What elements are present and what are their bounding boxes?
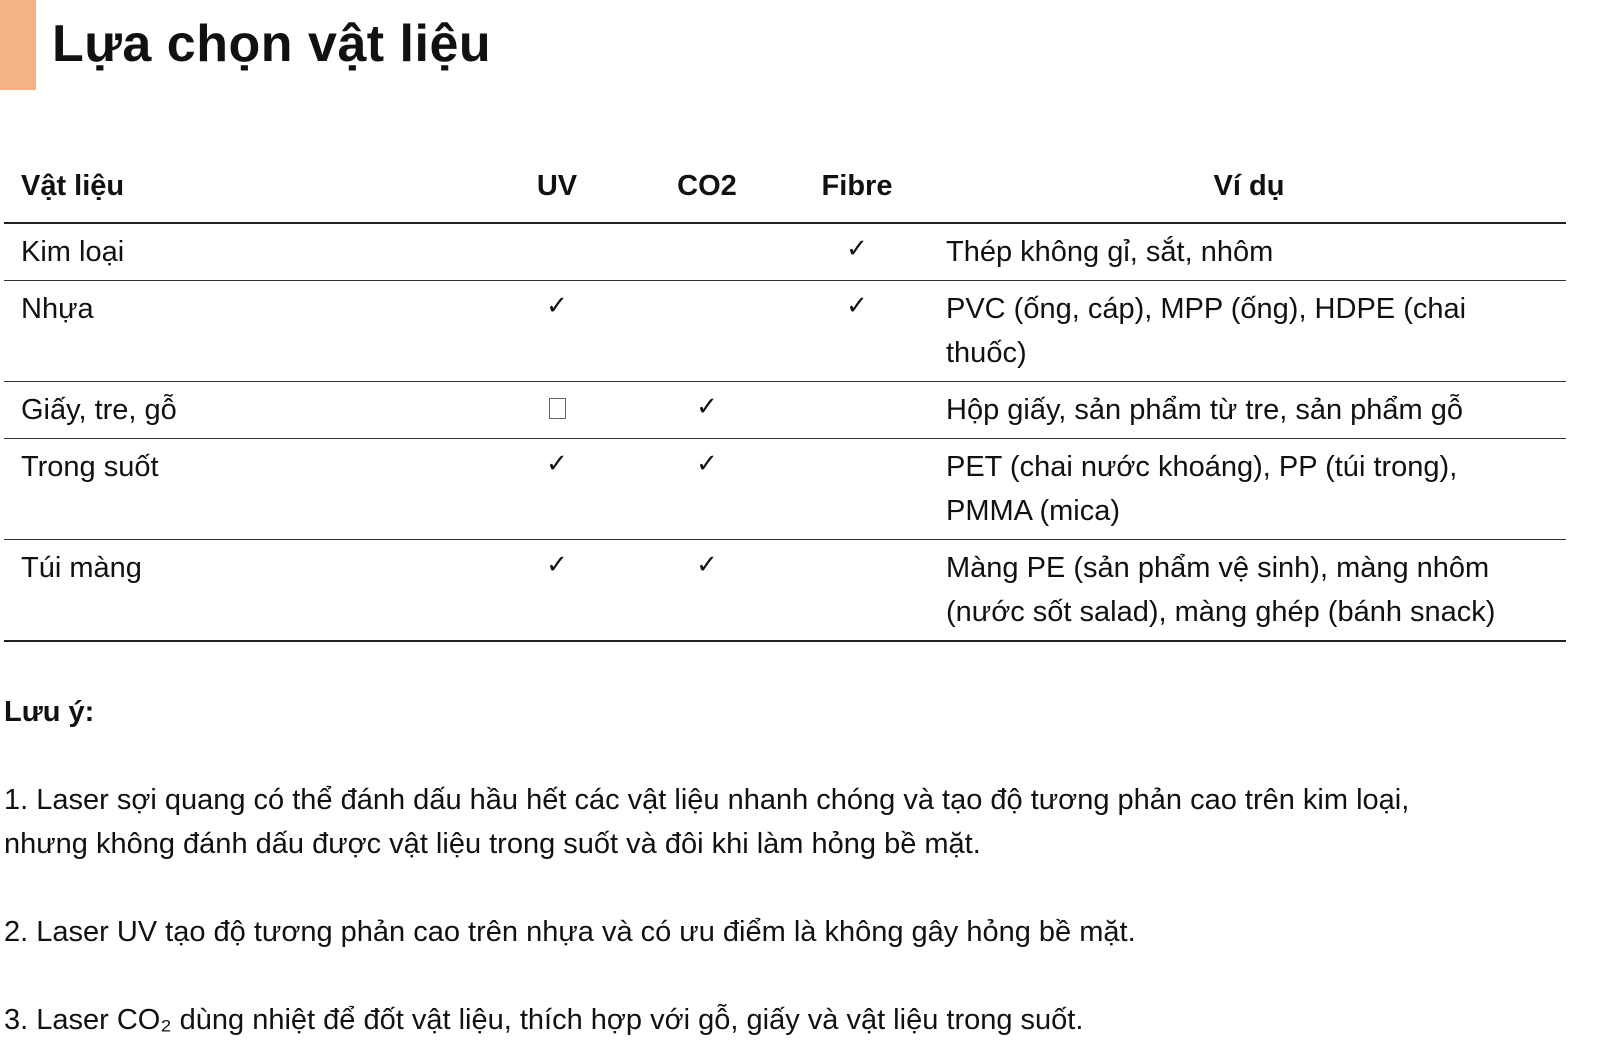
example-cell: Thép không gỉ, sắt, nhôm	[932, 223, 1566, 281]
empty-box-icon	[549, 398, 566, 419]
notes-section	[4, 690, 1444, 1042]
table-row	[4, 439, 1566, 540]
uv-check-icon: ✓	[482, 439, 632, 540]
table-row	[4, 382, 1566, 439]
note-item: 3. Laser CO₂ dùng nhiệt để đốt vật liệu, thích hợp với gỗ, giấy và vật liệu trong suốt.	[4, 1004, 1084, 1036]
uv-check-icon: ✓	[482, 281, 632, 382]
example-cell: Màng PE (sản phẩm vệ sinh), màng nhôm (nước sốt salad), màng ghép (bánh snack)	[932, 540, 1566, 642]
column-header-material: Vật liệu	[4, 150, 482, 223]
fibre-cell	[782, 439, 932, 540]
column-header-fibre: Fibre	[782, 150, 932, 223]
material-cell: Túi màng	[4, 540, 482, 642]
column-header-example: Ví dụ	[932, 150, 1566, 223]
fibre-check-icon: ✓	[782, 281, 932, 382]
column-header-co2: CO2	[632, 150, 782, 223]
co2-check-icon: ✓	[632, 439, 782, 540]
material-cell: Kim loại	[4, 223, 482, 281]
materials-table	[4, 150, 1566, 642]
note-item: 1. Laser sợi quang có thể đánh dấu hầu hết các vật liệu nhanh chóng và tạo độ tương phản cao trên kim loại, nhưng không đánh dấu được vật liệu trong suốt và đôi khi làm hỏng bề mặt.	[4, 784, 1410, 860]
table-row	[4, 223, 1566, 281]
co2-cell	[632, 281, 782, 382]
fibre-cell	[782, 382, 932, 439]
page-title: Lựa chọn vật liệu	[52, 15, 492, 73]
co2-cell	[632, 223, 782, 281]
uv-box-icon	[482, 382, 632, 439]
example-cell: PVC (ống, cáp), MPP (ống), HDPE (chai thuốc)	[932, 281, 1566, 382]
material-cell: Trong suốt	[4, 439, 482, 540]
uv-cell	[482, 223, 632, 281]
note-item: 2. Laser UV tạo độ tương phản cao trên nhựa và có ưu điểm là không gây hỏng bề mặt.	[4, 916, 1136, 948]
table-row	[4, 281, 1566, 382]
table-header-row	[4, 150, 1566, 223]
notes-heading: Lưu ý:	[4, 696, 95, 728]
material-cell: Nhựa	[4, 281, 482, 382]
example-cell: PET (chai nước khoáng), PP (túi trong), PMMA (mica)	[932, 439, 1566, 540]
uv-check-icon: ✓	[482, 540, 632, 642]
title-accent-bar	[0, 0, 36, 90]
fibre-cell	[782, 540, 932, 642]
example-cell: Hộp giấy, sản phẩm từ tre, sản phẩm gỗ	[932, 382, 1566, 439]
co2-check-icon: ✓	[632, 540, 782, 642]
table-row	[4, 540, 1566, 642]
material-cell: Giấy, tre, gỗ	[4, 382, 482, 439]
co2-check-icon: ✓	[632, 382, 782, 439]
fibre-check-icon: ✓	[782, 223, 932, 281]
column-header-uv: UV	[482, 150, 632, 223]
